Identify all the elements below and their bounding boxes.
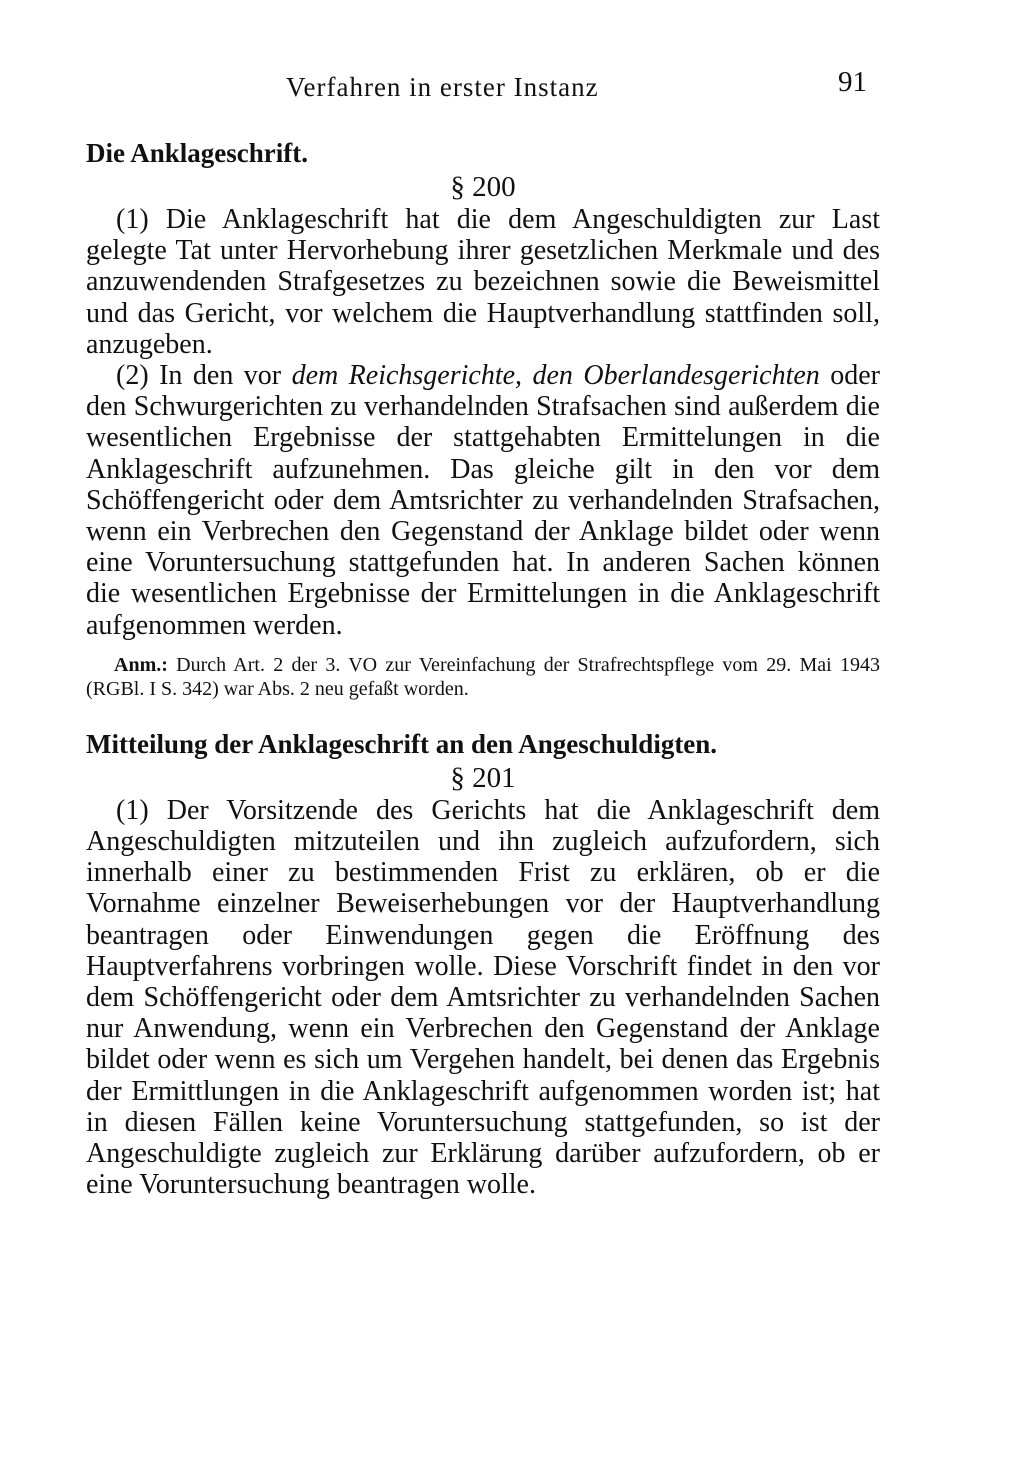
- paragraph-label-200: § 200: [450, 171, 516, 203]
- book-page: [86, 62, 880, 1200]
- section-200-paragraph-1: (1) Die Anklageschrift hat die dem Angeschuldigten zur Last gelegte Tat unter Hervorhebung ihrer gesetzlichen Merkmale und des anzuwendenden Strafgesetzes zu bezeichnen sowie die Beweismittel und das Gericht, vor welchem die Hauptverhandlung stattfinden soll, anzugeben.: [86, 204, 880, 360]
- paragraph-label-201: § 201: [450, 761, 516, 794]
- paragraph-2-rest: oder den Schwurgerichten zu verhandelnden Strafsachen sind außerdem die wesentlichen Ergebnisse der stattgehabten Ermittelungen in die Anklageschrift aufzunehmen. Das gleiche gilt in den vor dem Schöffengericht oder dem Amtsrichter zu verhandelnden Strafsachen, wenn ein Verbrechen den Gegenstand der Anklage bildet oder wenn eine Voruntersuchung stattgefunden hat. In anderen Sachen können die wesentlichen Ergebnisse der Ermittelungen in die Anklageschrift aufgenommen werden.: [86, 360, 880, 641]
- section-200-body: [86, 204, 880, 641]
- running-head-title: Verfahren in erster Instanz: [286, 72, 599, 102]
- annotation-note: [86, 653, 880, 701]
- section-201: [86, 727, 880, 1201]
- paragraph-2-italic-courts: dem Reichsgerichte, den Oberlandesgerichten: [291, 360, 820, 392]
- annotation-text: Durch Art. 2 der 3. VO zur Vereinfachung der Strafrechtspflege vom 29. Mai 1943 (RGBl. I S. 342) war Abs. 2 neu gefaßt worden.: [86, 653, 880, 700]
- section-201-body: [86, 795, 880, 1201]
- annotation-label: Anm.:: [114, 653, 168, 676]
- section-heading-anklageschrift: Die Anklageschrift.: [86, 138, 308, 168]
- section-200: [86, 136, 880, 701]
- running-head: [86, 62, 880, 112]
- section-201-paragraph-1: (1) Der Vorsitzende des Gerichts hat die Anklageschrift dem Angeschuldigten mitzuteilen und ihn zugleich aufzufordern, sich innerhalb einer zu bestimmenden Frist zu erklären, ob er die Vornahme einzelner Beweiserhebungen vor der Hauptverhandlung beantragen oder Einwendungen gegen die Eröffnung des Hauptverfahrens vorbringen wolle. Diese Vorschrift findet in den vor dem Schöffengericht oder dem Amtsrichter zu verhandelnden Sachen nur Anwendung, wenn ein Verbrechen den Gegenstand der Anklage bildet oder wenn es sich um Vergehen handelt, bei denen das Ergebnis der Ermittlungen in die Anklageschrift aufgenommen worden ist; hat in diesen Fällen keine Voruntersuchung stattgefunden, so ist der Angeschuldigte zugleich zur Erklärung darüber aufzufordern, ob er eine Voruntersuchung beantragen wolle.: [86, 794, 880, 1201]
- section-200-paragraph-2: [86, 360, 880, 641]
- section-heading-mitteilung: Mitteilung der Anklageschrift an den Angeschuldigten.: [86, 728, 718, 759]
- paragraph-2-start: (2) In den vor: [116, 360, 292, 392]
- page-number: 91: [838, 66, 867, 98]
